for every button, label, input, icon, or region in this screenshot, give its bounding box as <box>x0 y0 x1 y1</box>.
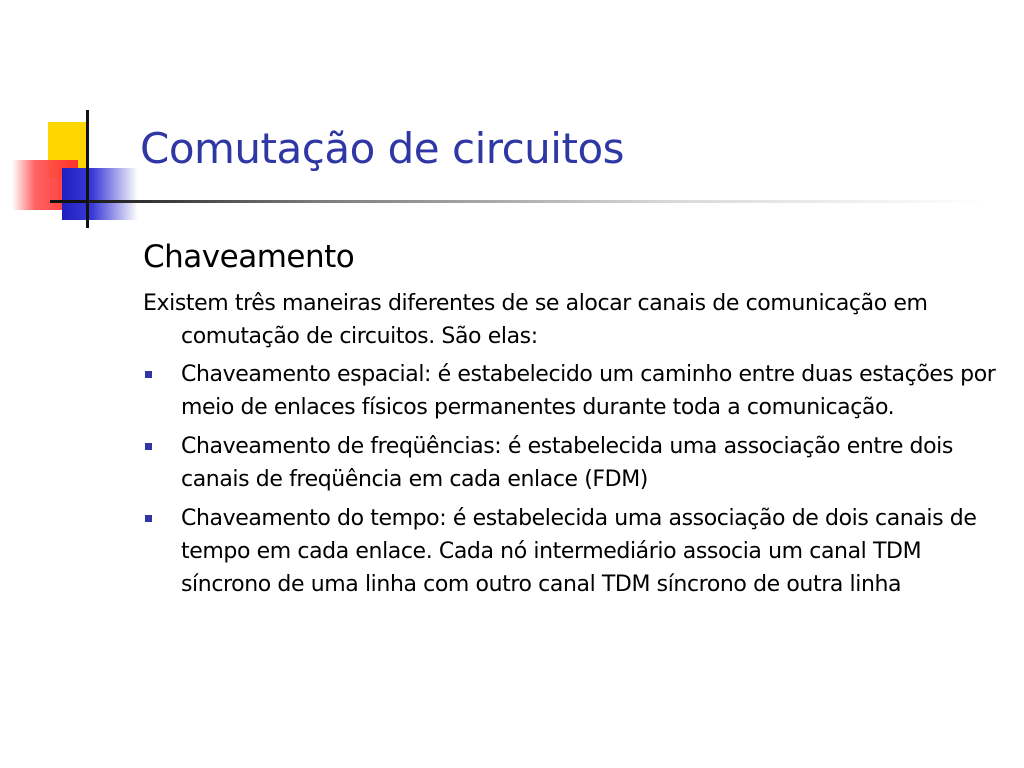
bullet-item <box>143 358 1003 424</box>
square-bullet-icon <box>145 515 152 522</box>
intro-paragraph: Existem três maneiras diferentes de se alocar canais de comunicação em comutação de circuitos. São elas: <box>143 291 928 349</box>
bullet-text: Chaveamento de freqüências: é estabelecida uma associação entre dois canais de freqüência em cada enlace (FDM) <box>181 434 953 492</box>
deco-vertical-line <box>86 110 89 228</box>
decorative-logo <box>0 100 140 240</box>
square-bullet-icon <box>145 443 152 450</box>
bullet-item <box>143 430 1003 496</box>
bullet-text: Chaveamento espacial: é estabelecido um caminho entre duas estações por meio de enlaces físicos permanentes durante toda a comunicação. <box>181 362 996 420</box>
bullet-list <box>143 358 1003 601</box>
slide-title: Comutação de circuitos <box>140 124 625 173</box>
bullet-text: Chaveamento do tempo: é estabelecida uma associação de dois canais de tempo em cada enlace. Cada nó intermediário associa um canal TDM síncrono de uma linha com outro canal TDM síncrono de outra linha <box>181 506 977 597</box>
subheading: Chaveamento <box>143 239 355 275</box>
bullet-item <box>143 502 1003 601</box>
slide-body <box>143 237 1003 607</box>
square-bullet-icon <box>145 371 152 378</box>
deco-blue-square <box>62 168 138 220</box>
title-underline <box>88 200 988 203</box>
